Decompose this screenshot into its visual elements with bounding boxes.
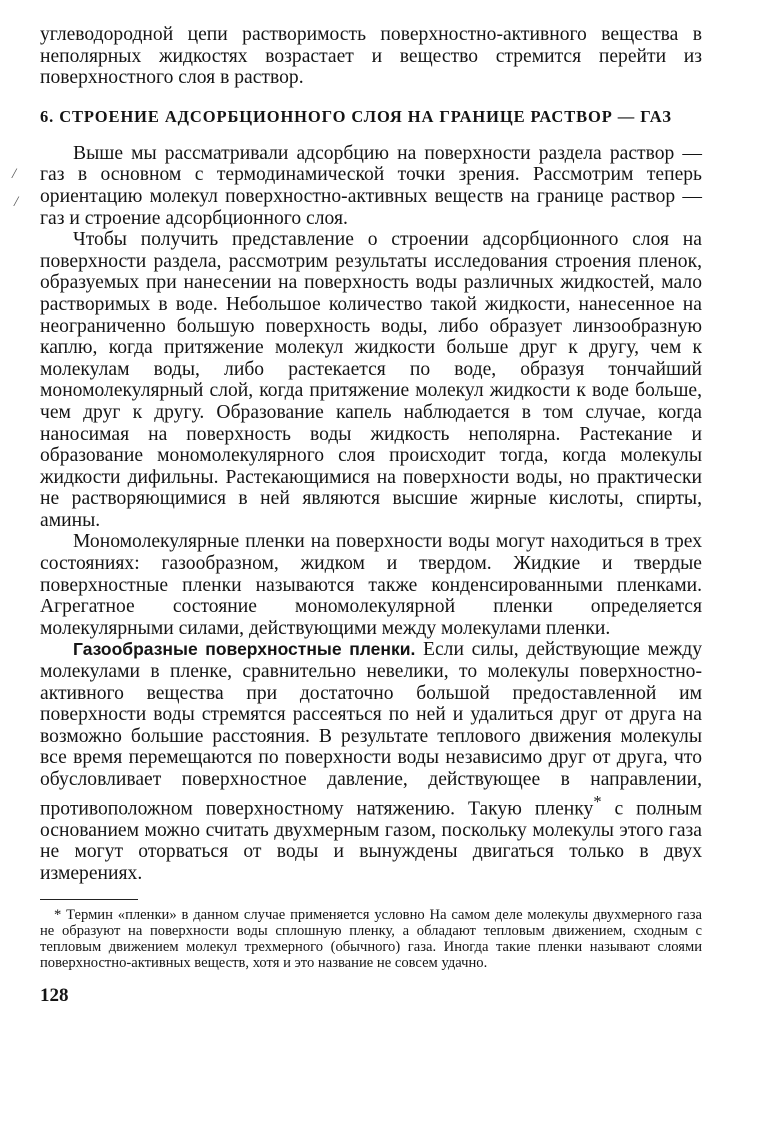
body-paragraph-3: Мономолекулярные пленки на поверхности воды могут находиться в трех состояниях: газообразном, жидком и твердом. Жидкие и твердые поверхностные пленки называются также конденсированными пленками. Агрегатное состояние мономолекулярной пленки определяется молекулярными силами, действующими между молекулами пленки. (40, 531, 702, 639)
section-heading: 6. СТРОЕНИЕ АДСОРБЦИОННОГО СЛОЯ НА ГРАНИЦЕ РАСТВОР — ГАЗ (40, 106, 672, 126)
intro-paragraph: углеводородной цепи растворимость поверхностно-активного вещества в неполярных жидкостях возрастает и вещество стремится перейти из поверхностного слоя в раствор. (40, 24, 702, 89)
footnote-marker: * (593, 791, 602, 811)
runin-heading: Газообразные поверхностные пленки. (73, 639, 416, 660)
book-page (40, 24, 702, 1007)
margin-pencil-mark: / (14, 194, 19, 210)
footnote: * Термин «пленки» в данном случае применяется условно На самом деле молекулы двухмерного газа не образуют на поверхности воды сплошную пленку, а обладают тепловым движением, сходным с тепловым движением молекул трехмерного (обычного) газа. Иногда такие пленки называют слоями поверхностно-активных веществ, хотя и это название не совсем удачно. (40, 906, 702, 972)
body-paragraph-4 (40, 639, 702, 884)
paragraph-text: Если силы, действующие между молекулами в пленке, сравнительно невелики, то молекулы поверхностно-активного вещества при достаточно большой предоставленной им поверхности воды стремятся рассеяться по ней и удалиться друг от друга на возможно большие расстояния. В результате теплового движения молекулы все время перемещаются по поверхности воды независимо друг от друга, что обусловливает поверхностное давление, действующее в направлении, противоположном поверхностному натяжению. Такую пленку (40, 639, 702, 820)
footnote-divider (40, 899, 138, 900)
paragraph-text-continued: с полным основанием можно считать двухмерным газом, поскольку молекулы этого газа не могут оторваться от воды и вынуждены двигаться только в двух измерениях. (40, 798, 702, 884)
page-number: 128 (40, 985, 69, 1007)
margin-pencil-mark: / (12, 166, 17, 182)
body-paragraph-1: Выше мы рассматривали адсорбцию на поверхности раздела раствор — газ в основном с термодинамической точки зрения. Рассмотрим теперь ориентацию молекул поверхностно-активных веществ на границе раствор — газ и строение адсорбционного слоя. (40, 142, 702, 229)
body-paragraph-2: Чтобы получить представление о строении адсорбционного слоя на поверхности раздела, рассмотрим результаты исследования строения пленок, образуемых при нанесении на поверхность воды различных жидкостей, мало растворимых в воде. Небольшое количество такой жидкости, нанесенное на неограниченно большую поверхность воды, либо образует линзообразную каплю, когда притяжение молекул жидкости больше друг к другу, чем к молекулам воды, либо растекается по воде, образуя тончайший мономолекулярный слой, когда притяжение молекул жидкости к воде больше, чем друг к другу. Образование капель наблюдается в том случае, когда наносимая на поверхность воды жидкость неполярна. Растекание и образование мономолекулярного слоя происходит тогда, когда молекулы жидкости дифильны. Растекающимися на поверхности воды, но практически не растворяющимися в ней являются высшие жирные кислоты, спирты, амины. (40, 229, 702, 531)
